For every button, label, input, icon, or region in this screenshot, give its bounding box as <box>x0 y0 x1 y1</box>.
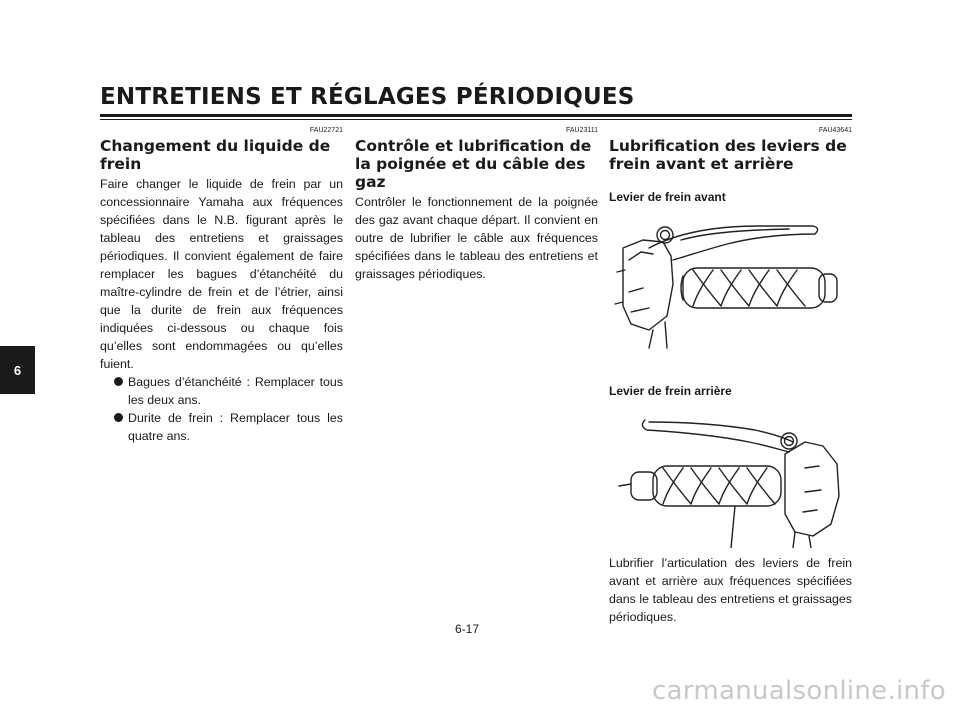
section-body: Lubrifier l’articulation des leviers de frein avant et arrière aux fréquences spécifiées dans le tableau des entretiens et graissages périodiques. <box>609 556 852 624</box>
section-body: Faire changer le liquide de frein par un concessionnaire Yamaha aux fréquences spécifiées dans le N.B. figurant après le tableau des entretiens et graissages périodiques. Il convient également de faire remplacer les bagues d’étanchéité du maître-cylindre de frein et de l’étrier, ainsi que la durite de frein aux fréquences indiquées ci-dessous ou chaque fois qu’elles sont endommagées ou qu’elles fuient. <box>100 177 343 371</box>
bullet-icon <box>114 413 123 422</box>
section-title: Lubrification des leviers de frein avant et arrière <box>609 137 847 173</box>
watermark: carmanualsonline.info <box>651 676 946 706</box>
list-item <box>100 409 343 445</box>
section-code: FAU22721 <box>309 127 343 134</box>
list-item <box>100 373 343 409</box>
column-brake-levers <box>609 126 852 626</box>
page-header: ENTRETIENS ET RÉGLAGES PÉRIODIQUES <box>100 84 635 110</box>
chapter-tab: 6 <box>0 346 35 394</box>
header-rule-thick <box>100 114 852 117</box>
list-item-text: Bagues d’étanchéité : Remplacer tous les deux ans. <box>128 375 343 407</box>
section-body: Contrôler le fonctionnement de la poignée des gaz avant chaque départ. Il convient en outre de lubrifier le câble aux fréquences spécifiées dans le tableau des entretiens et graissages périodiques. <box>355 195 598 281</box>
page-number: 6-17 <box>455 622 480 636</box>
rear-brake-lever-illustration <box>609 408 852 548</box>
bullet-icon <box>114 377 123 386</box>
rear-lever-label: Levier de frein arrière <box>609 384 732 398</box>
front-lever-label: Levier de frein avant <box>609 190 726 204</box>
front-brake-lever-illustration <box>609 212 852 352</box>
section-code: FAU43641 <box>818 127 852 134</box>
section-title: Contrôle et lubrification de la poignée et du câble des gaz <box>355 137 592 191</box>
header-rule-thin <box>100 119 852 120</box>
list-item-text: Durite de frein : Remplacer tous les quatre ans. <box>128 411 343 443</box>
bullet-list <box>100 373 343 445</box>
section-code: FAU23111 <box>565 127 598 134</box>
section-title: Changement du liquide de frein <box>100 137 331 173</box>
column-throttle <box>355 126 598 283</box>
column-brake-fluid <box>100 126 343 445</box>
